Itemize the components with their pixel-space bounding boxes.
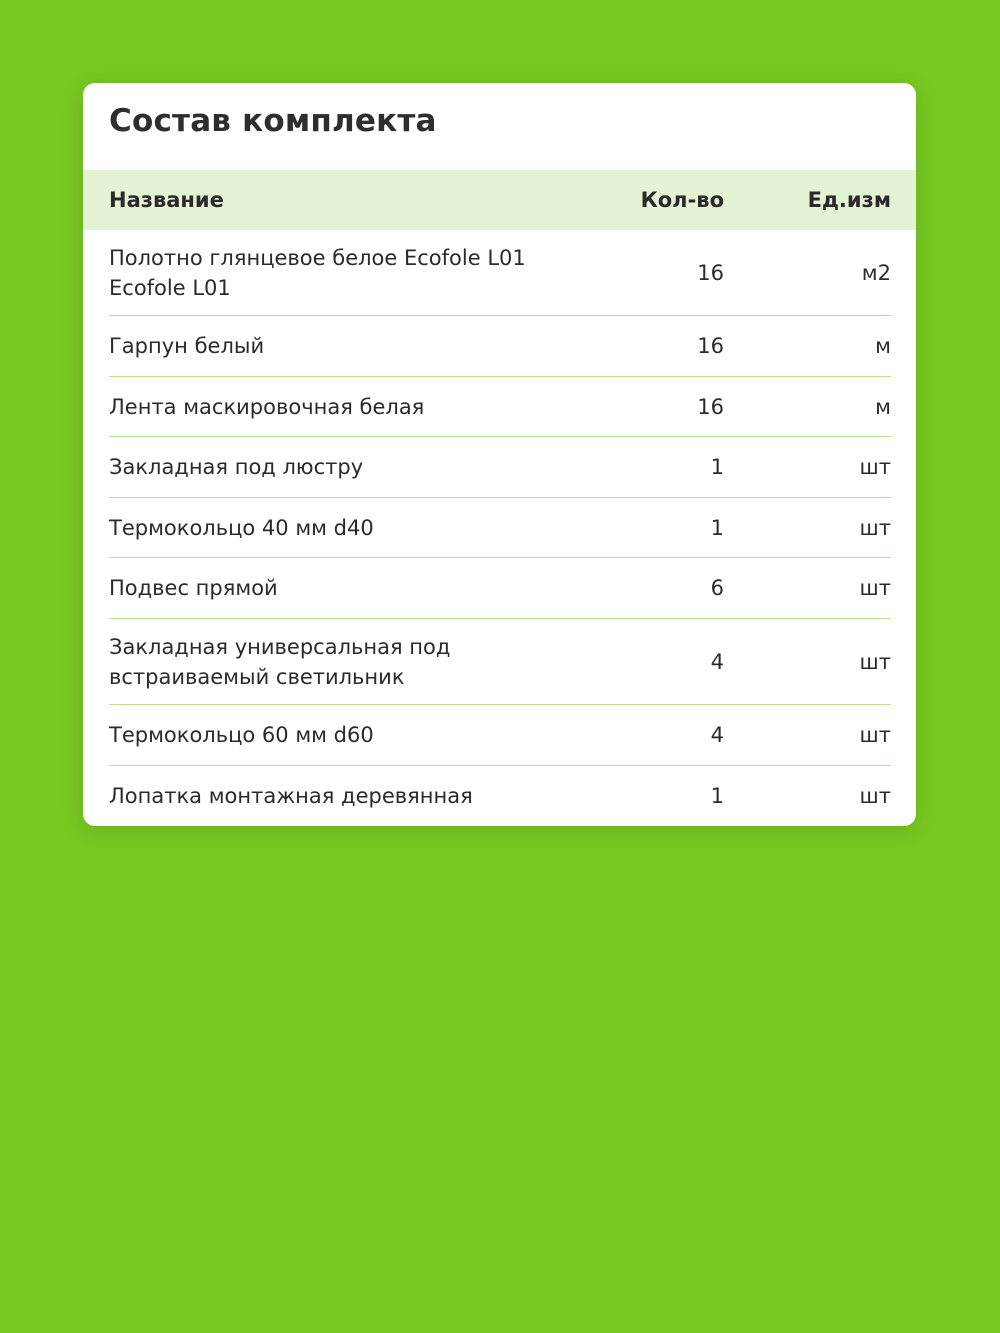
item-unit: шт <box>859 515 891 540</box>
item-unit: м <box>875 394 891 419</box>
item-name: Термокольцо 60 мм d60 <box>109 723 374 747</box>
item-qty: 6 <box>710 576 724 600</box>
item-qty: 16 <box>697 260 724 285</box>
table-row <box>109 230 891 316</box>
item-unit: шт <box>859 723 891 747</box>
item-qty: 1 <box>710 455 724 479</box>
item-name: Гарпун белый <box>109 334 265 358</box>
kit-contents-card <box>83 83 916 826</box>
item-unit: шт <box>859 455 891 479</box>
item-qty: 1 <box>710 515 724 540</box>
item-name: Лента маскировочная белая <box>109 394 425 419</box>
column-header-unit: Ед.изм <box>807 188 891 212</box>
table-row <box>109 558 891 619</box>
table-row <box>109 316 891 377</box>
item-qty: 16 <box>697 334 724 358</box>
table-row <box>109 766 891 825</box>
column-header-qty: Кол-во <box>640 188 724 212</box>
item-name: Подвес прямой <box>109 576 278 600</box>
table-row <box>109 437 891 498</box>
item-qty: 4 <box>710 649 724 674</box>
table-row <box>109 498 891 558</box>
table-header <box>83 170 916 230</box>
item-unit: м2 <box>861 260 891 285</box>
item-name: Термокольцо 40 мм d40 <box>109 515 374 540</box>
column-header-name: Название <box>109 188 224 212</box>
item-name: Полотно глянцевое белое Ecofole L01 Ecofole L01 <box>109 245 526 300</box>
table-row <box>109 377 891 437</box>
item-qty: 16 <box>697 394 724 419</box>
table-row <box>109 619 891 705</box>
item-name: Закладная универсальная под встраиваемый светильник <box>109 634 451 689</box>
item-qty: 4 <box>710 723 724 747</box>
card-title: Состав комплекта <box>109 103 437 139</box>
item-unit: шт <box>859 783 891 808</box>
item-unit: м <box>875 334 891 358</box>
table-body <box>109 230 891 825</box>
item-unit: шт <box>859 576 891 600</box>
table-row <box>109 705 891 766</box>
item-name: Закладная под люстру <box>109 455 364 479</box>
item-qty: 1 <box>710 783 724 808</box>
item-unit: шт <box>859 649 891 674</box>
item-name: Лопатка монтажная деревянная <box>109 783 473 808</box>
